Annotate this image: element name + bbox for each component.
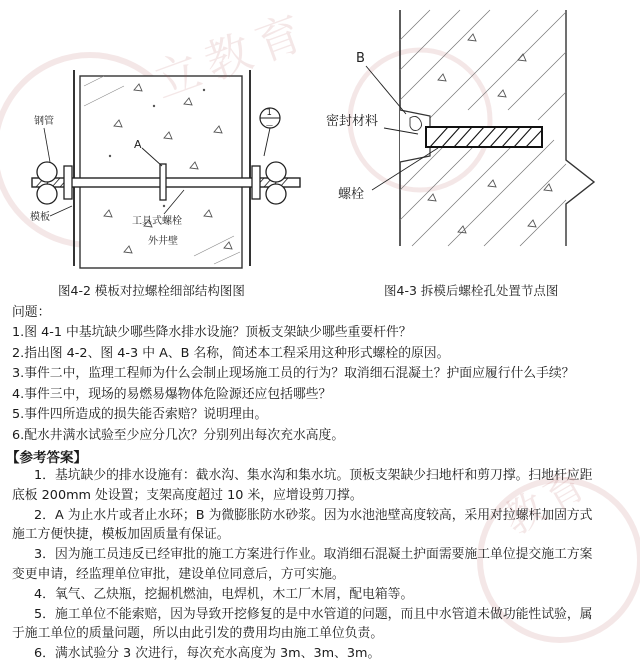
label-gangguan: 钢管 <box>34 116 54 127</box>
formwork-bolt-detail-figure <box>14 66 304 278</box>
figure-4-3-caption: 图4-3 拆模后螺栓孔处置节点图 <box>384 283 559 298</box>
answer-line: 4．氧气、乙炔瓶，挖掘机燃油，电焊机，木工厂木屑，配电箱等。 <box>34 586 414 602</box>
section-mark-sub: — <box>266 121 273 129</box>
answer-line: 变更申请，经监理单位审批，建设单位同意后，方可实施。 <box>12 566 345 582</box>
questions-title: 问题： <box>12 305 51 320</box>
label-waijingbi: 外井壁 <box>148 236 178 247</box>
question-item: 1.图 4-1 中基坑缺少哪些降水排水设施？顶板支架缺少哪些重要杆件？ <box>12 325 412 340</box>
question-item: 3.事件二中，监理工程师为什么会制止现场施工员的行为？取消细石混凝土？护面应履行什么手续？ <box>12 366 575 381</box>
figure-4-2-caption: 图4-2 模板对拉螺栓细部结构图图 <box>58 283 245 298</box>
label-gongjushi-luoshuan: 工具式螺栓 <box>132 216 182 227</box>
answer-line: 5．施工单位不能索赔，因为导致开挖修复的是中水管道的问题，而且中水管道未做功能性试验，属 <box>34 606 593 622</box>
questions-list <box>12 323 636 446</box>
label-luoshuan: 螺栓 <box>338 187 365 202</box>
label-A: A <box>134 138 142 151</box>
answer-line: 1．基坑缺少的排水设施有：截水沟、集水沟和集水坑。顶板支架缺少扫地杆和剪刀撑。扫地杆应距 <box>34 468 593 483</box>
figures-area <box>0 0 640 300</box>
answer-line: 6．满水试验分 3 次进行，每次充水高度为 3m、3m、3m。 <box>34 646 381 662</box>
answers-list <box>12 466 636 664</box>
watermark-text: 教育 <box>496 458 600 545</box>
bolt-hole-treatment-figure <box>318 0 636 250</box>
answer-line: 于施工单位的质量问题，所以由此引发的费用均由施工单位负责。 <box>12 626 384 642</box>
question-item: 4.事件三中，现场的易燃易爆物体危险源还应包括哪些？ <box>12 386 332 402</box>
question-item: 5.事件四所造成的损失能否索赔？说明理由。 <box>12 407 268 422</box>
answer-line: 施工方便快捷，模板加固质量有保证。 <box>12 527 230 543</box>
section-mark-number: 1 <box>266 108 272 118</box>
answer-line: 3．因为施工员违反已经审批的施工方案进行作业。取消细石混凝土护面需要施工单位提交施工方案 <box>34 547 593 563</box>
question-item: 2.指出图 4-2、图 4-3 中 A、B 名称，简述本工程采用这种形式螺栓的原因。 <box>12 345 450 361</box>
answer-line: 2．A 为止水片或者止水环；B 为微膨胀防水砂浆。因为水池池壁高度较高，采用对拉螺杆加固方式 <box>34 507 593 523</box>
watermark-text: 立教育 <box>146 2 318 109</box>
question-item: 6.配水井满水试验至少应分几次？分别列出每次充水高度。 <box>12 427 345 443</box>
label-moban: 模板 <box>30 212 50 223</box>
answers-title: 【参考答案】 <box>6 450 87 466</box>
label-B: B <box>356 51 365 66</box>
answer-line: 底板 200mm 处设置；支架高度超过 10 米，应增设剪刀撑。 <box>12 487 363 503</box>
label-mifeng-cailiao: 密封材料 <box>326 114 379 129</box>
